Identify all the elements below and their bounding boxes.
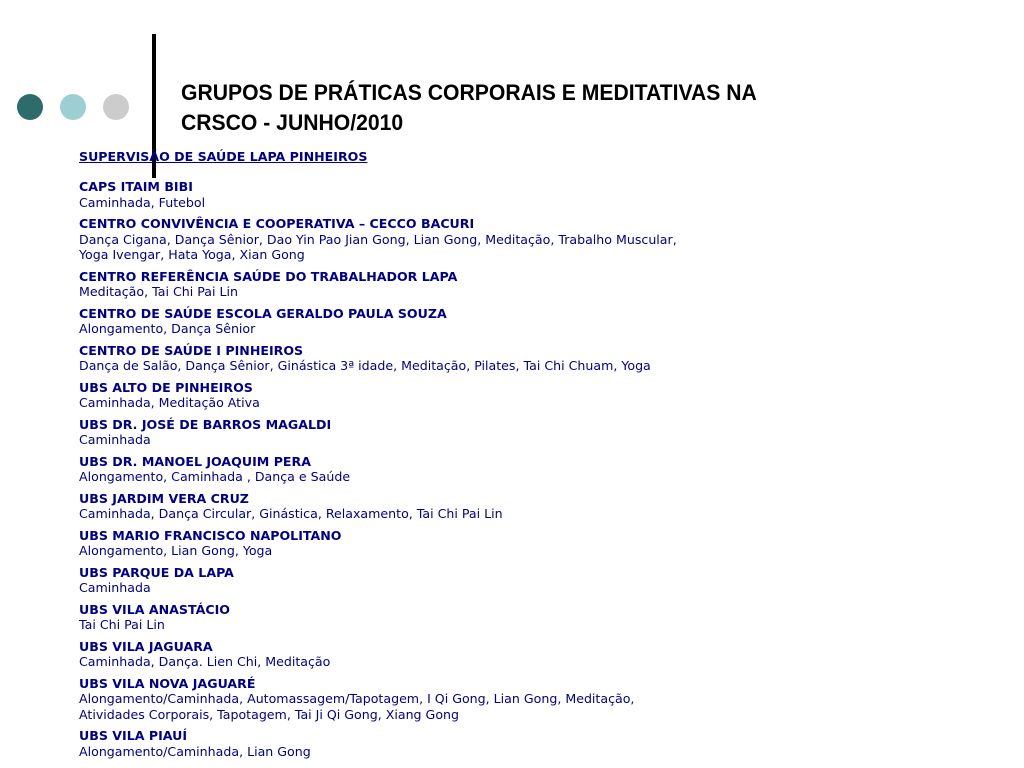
health-unit-name: CENTRO CONVIVÊNCIA E COOPERATIVA – CECCO BACURI (79, 216, 475, 231)
health-unit-name: UBS DR. JOSÉ DE BARROS MAGALDI (79, 416, 332, 432)
health-unit-activity-line: Alongamento, Dança Sênior (79, 321, 256, 336)
health-unit-activity-line: Yoga Ivengar, Hata Yoga, Xian Gong (79, 247, 305, 262)
health-unit-name: UBS MARIO FRANCISCO NAPOLITANO (79, 527, 342, 543)
health-unit-activity-line: Caminhada, Futebol (79, 194, 206, 210)
health-unit-name: UBS ALTO DE PINHEIROS (79, 379, 253, 395)
health-unit-activities (79, 232, 1009, 263)
health-unit-name: UBS VILA ANASTÁCIO (79, 601, 230, 617)
health-unit-name: UBS VILA PIAUÍ (79, 728, 188, 743)
health-unit-name: UBS VILA NOVA JAGUARÉ (79, 675, 256, 691)
health-unit-activity-line: Caminhada, Dança. Lien Chi, Meditação (79, 654, 331, 669)
health-unit-name: UBS VILA JAGUARA (79, 638, 213, 654)
health-unit-activity-line: Meditação, Tai Chi Pai Lin (79, 284, 238, 299)
health-unit-name: UBS DR. MANOEL JOAQUIM PERA (79, 453, 311, 469)
health-unit-activities (79, 506, 1009, 522)
decorative-dot-gray (103, 94, 129, 120)
health-unit-activities (79, 195, 1009, 211)
health-unit-item (79, 179, 1009, 210)
supervisao-heading: SUPERVISÃO DE SAÚDE LAPA PINHEIROS (79, 149, 368, 164)
health-unit-activities (79, 744, 1009, 760)
health-unit-item (79, 380, 1009, 411)
slide-title-line-1: GRUPOS DE PRÁTICAS CORPORAIS E MEDITATIVAS NA (181, 80, 757, 105)
health-units-list (79, 179, 1009, 765)
health-unit-activities (79, 469, 1009, 485)
health-unit-item (79, 269, 1009, 300)
health-unit-name: UBS PARQUE DA LAPA (79, 564, 234, 580)
health-unit-activity-line: Caminhada (79, 580, 151, 595)
slide-title-line-2: CRSCO - JUNHO/2010 (181, 110, 404, 135)
health-unit-activity-line: Tai Chi Pai Lin (79, 617, 165, 632)
health-unit-name: CENTRO DE SAÚDE ESCOLA GERALDO PAULA SOUZA (79, 305, 447, 321)
health-unit-activity-line: Alongamento, Lian Gong, Yoga (79, 543, 273, 558)
decorative-dot-light (60, 94, 86, 120)
health-unit-activities (79, 654, 1009, 670)
health-unit-activity-line: Caminhada (79, 432, 151, 447)
health-unit-activity-line: Alongamento, Caminhada , Dança e Saúde (79, 469, 351, 484)
health-unit-item (79, 602, 1009, 633)
health-unit-name: CENTRO DE SAÚDE I PINHEIROS (79, 342, 304, 358)
health-unit-activities (79, 580, 1009, 596)
health-unit-activities (79, 284, 1009, 300)
health-unit-item (79, 343, 1009, 374)
health-unit-item (79, 565, 1009, 596)
health-unit-activity-line: Atividades Corporais, Tapotagem, Tai Ji Qi Gong, Xiang Gong (79, 706, 459, 722)
health-unit-activities (79, 432, 1009, 448)
health-unit-item (79, 528, 1009, 559)
health-unit-activity-line: Dança de Salão, Dança Sênior, Ginástica 3ª idade, Meditação, Pilates, Tai Chi Chuam, Yoga (79, 358, 651, 373)
health-unit-activity-line: Alongamento/Caminhada, Lian Gong (79, 743, 311, 759)
health-unit-item (79, 491, 1009, 522)
health-unit-activities (79, 691, 1009, 722)
health-unit-item (79, 728, 1009, 759)
health-unit-item (79, 216, 1009, 263)
health-unit-item (79, 639, 1009, 670)
health-unit-item (79, 417, 1009, 448)
health-unit-item (79, 676, 1009, 723)
decorative-dot-dark (17, 94, 43, 120)
health-unit-item (79, 454, 1009, 485)
health-unit-activities (79, 358, 1009, 374)
health-unit-activities (79, 395, 1009, 411)
health-unit-item (79, 306, 1009, 337)
health-unit-activity-line: Alongamento/Caminhada, Automassagem/Tapotagem, I Qi Gong, Lian Gong, Meditação, (79, 691, 635, 706)
health-unit-activities (79, 617, 1009, 633)
health-unit-activity-line: Caminhada, Meditação Ativa (79, 395, 260, 410)
health-unit-activities (79, 543, 1009, 559)
health-unit-activities (79, 321, 1009, 337)
health-unit-activity-line: Dança Cigana, Dança Sênior, Dao Yin Pao Jian Gong, Lian Gong, Meditação, Trabalho Muscular, (79, 231, 677, 247)
health-unit-activity-line: Caminhada, Dança Circular, Ginástica, Relaxamento, Tai Chi Pai Lin (79, 506, 503, 521)
health-unit-name: UBS JARDIM VERA CRUZ (79, 490, 249, 506)
slide-title (181, 78, 952, 138)
health-unit-name: CENTRO REFERÊNCIA SAÚDE DO TRABALHADOR LAPA (79, 268, 458, 284)
health-unit-name: CAPS ITAIM BIBI (79, 179, 193, 194)
